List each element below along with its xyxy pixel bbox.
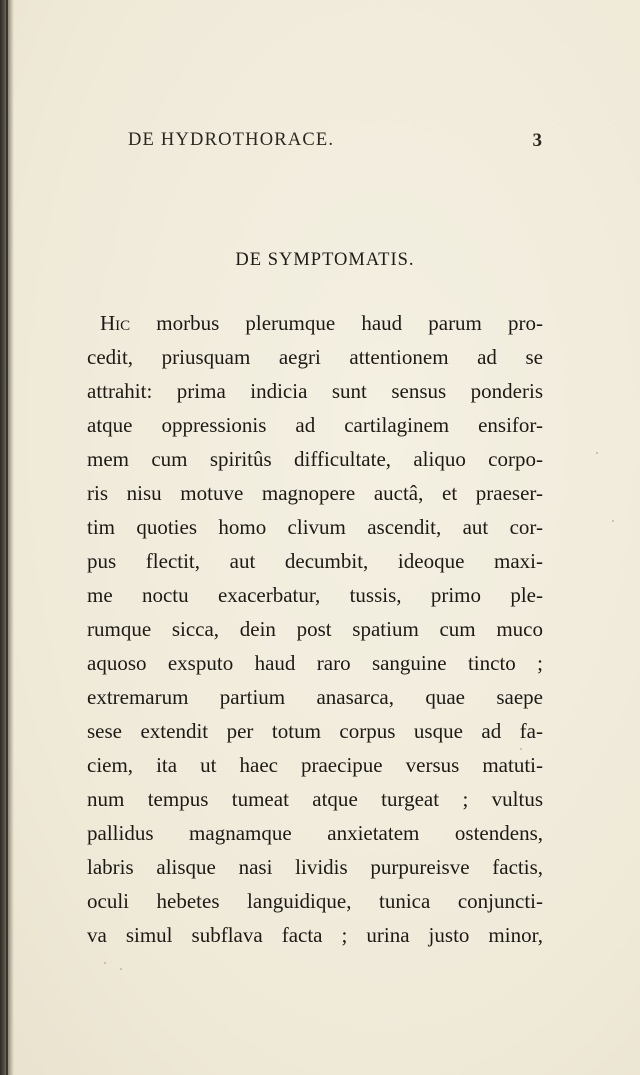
text-line: sese extendit per totum corpus usque ad fa- xyxy=(87,719,543,743)
text-line: cedit, priusquam aegri attentionem ad se xyxy=(87,345,543,369)
section-heading-text: DE SYMPTOMATIS. xyxy=(235,250,415,270)
binding-edge xyxy=(6,0,8,1075)
text-line: me noctu exacerbatur, tussis, primo ple- xyxy=(87,583,543,607)
initial-word: Hic xyxy=(100,311,131,335)
text-line: tim quoties homo clivum ascendit, aut cor- xyxy=(87,515,543,539)
paper-speck xyxy=(596,452,598,454)
text-line: aquoso exsputo haud raro sanguine tincto ; xyxy=(87,651,543,675)
text-line: attrahit: prima indicia sunt sensus ponderis xyxy=(87,379,543,403)
paper-speck xyxy=(612,520,614,522)
page-number: 3 xyxy=(532,130,542,151)
text-line: extremarum partium anasarca, quae saepe xyxy=(87,685,543,709)
body-text xyxy=(87,306,543,952)
paper-speck xyxy=(120,968,122,970)
text-line: va simul subflava facta ; urina justo minor, xyxy=(87,923,543,947)
text-line: mem cum spiritûs difficultate, aliquo corpo- xyxy=(87,447,543,471)
paper-speck xyxy=(520,748,522,750)
text-line: pallidus magnamque anxietatem ostendens, xyxy=(87,821,543,845)
running-title: DE HYDROTHORACE. xyxy=(128,130,335,150)
text-line-rest: morbus plerumque haud parum pro- xyxy=(130,311,543,335)
running-head xyxy=(128,130,542,156)
text-line: ciem, ita ut haec praecipue versus matuti- xyxy=(87,753,543,777)
text-line: atque oppressionis ad cartilaginem ensifor- xyxy=(87,413,543,437)
text-line xyxy=(87,306,543,340)
paper-speck xyxy=(104,962,106,964)
section-heading xyxy=(0,250,640,271)
text-line: pus flectit, aut decumbit, ideoque maxi- xyxy=(87,549,543,573)
text-line: ris nisu motuve magnopere auctâ, et praeser- xyxy=(87,481,543,505)
text-line: rumque sicca, dein post spatium cum muco xyxy=(87,617,543,641)
text-line: labris alisque nasi lividis purpureisve factis, xyxy=(87,855,543,879)
text-line: num tempus tumeat atque turgeat ; vultus xyxy=(87,787,543,811)
text-line: oculi hebetes languidique, tunica conjuncti- xyxy=(87,889,543,913)
